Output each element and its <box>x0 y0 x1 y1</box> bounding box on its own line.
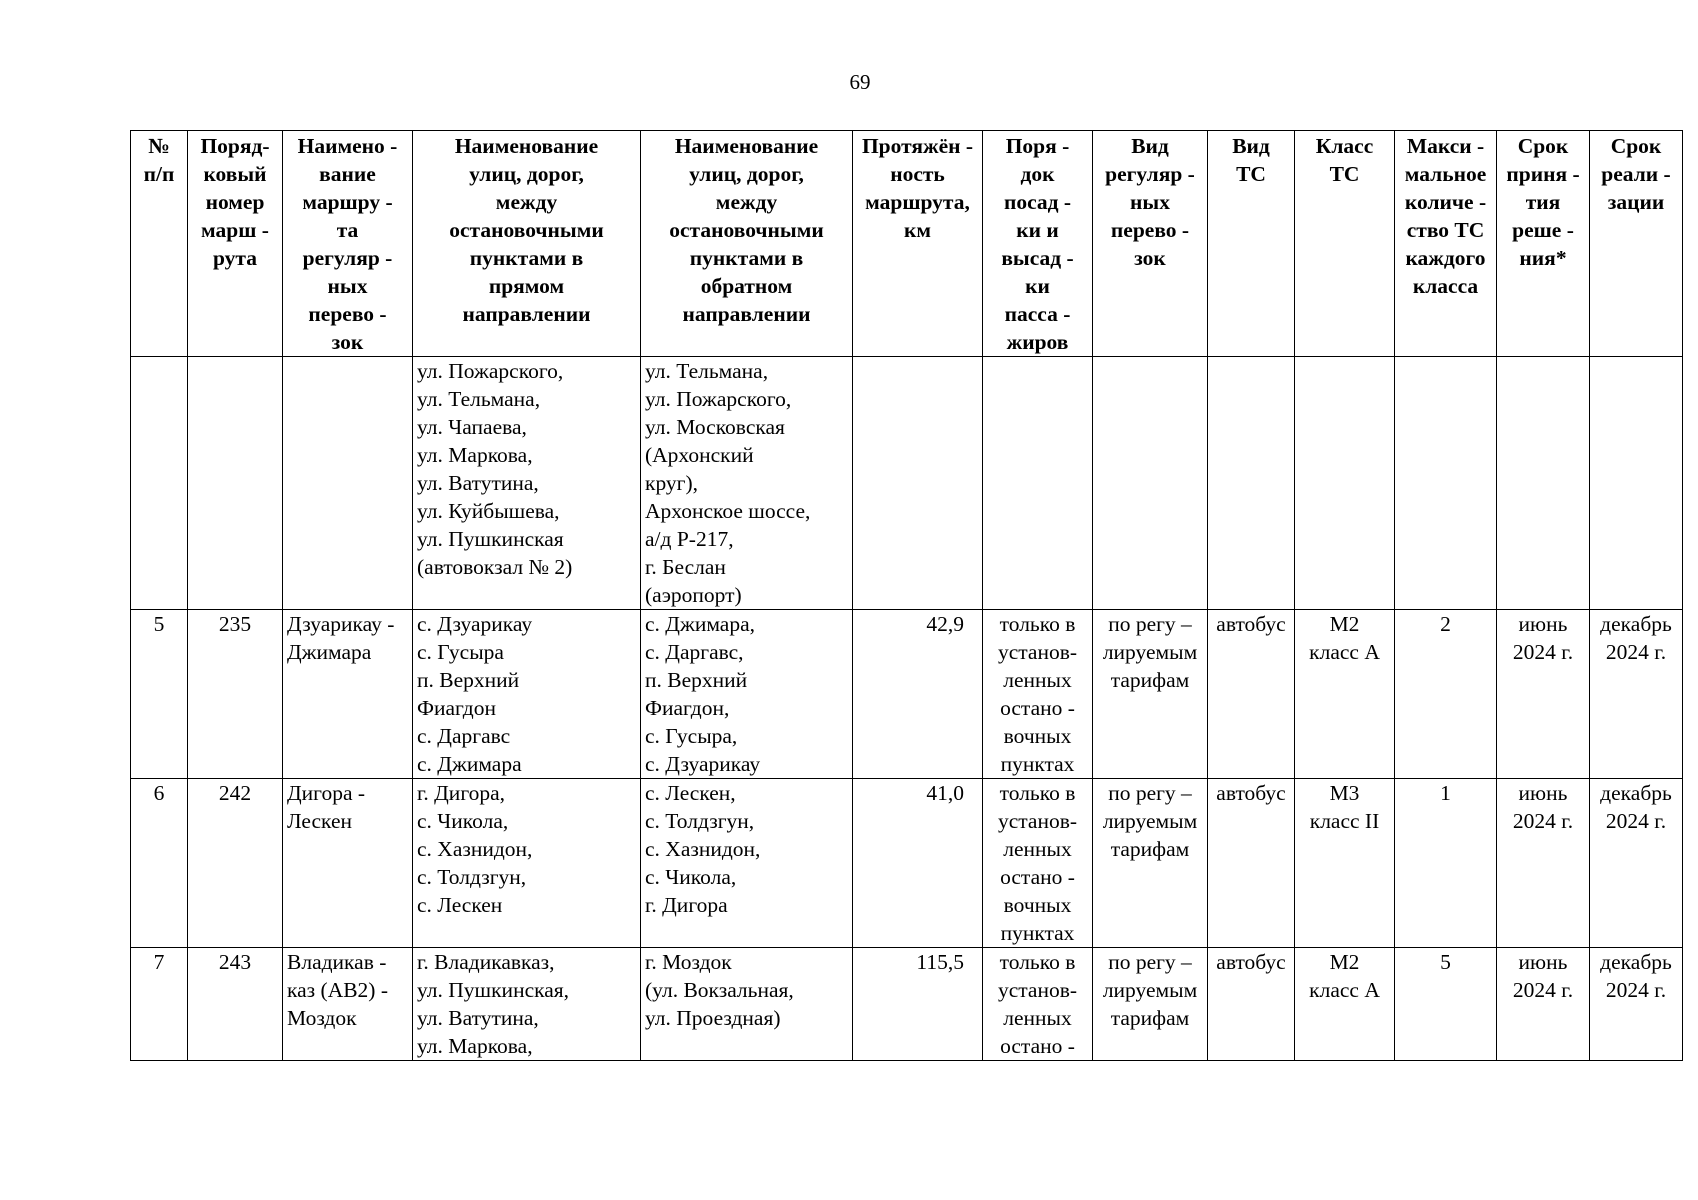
implementation-date-cell: декабрь 2024 г. <box>1590 610 1683 779</box>
forward-streets-cell: г. Владикавказ, ул. Пушкинская, ул. Ватутина, ул. Маркова, <box>413 948 641 1061</box>
implementation-date-cell: декабрь 2024 г. <box>1590 779 1683 948</box>
table-cell <box>1497 357 1590 610</box>
implementation-date-cell: декабрь 2024 г. <box>1590 948 1683 1061</box>
reverse-streets-cell: с. Джимара, с. Даргавс, п. Верхний Фиагдон, с. Гусыра, с. Дзуарикау <box>641 610 853 779</box>
decision-date-cell: июнь 2024 г. <box>1497 610 1590 779</box>
table-cell <box>1208 357 1295 610</box>
length-cell: 42,9 <box>853 610 983 779</box>
vehicle-type-cell: автобус <box>1208 948 1295 1061</box>
route-name-cell: Дзуарикау - Джимара <box>283 610 413 779</box>
vehicle-class-cell: М2 класс А <box>1295 948 1395 1061</box>
table-cell <box>283 357 413 610</box>
header-cell-forward-streets: Наименование улиц, дорог, между остановочными пунктами в прямом направлении <box>413 131 641 357</box>
index-cell: 5 <box>131 610 188 779</box>
table-cell <box>1093 357 1208 610</box>
table-cell <box>1295 357 1395 610</box>
header-cell-index: № п/п <box>131 131 188 357</box>
route-name-cell: Дигора - Лескен <box>283 779 413 948</box>
vehicle-type-cell: автобус <box>1208 779 1295 948</box>
header-cell-max-count: Макси - мальное количе - ство ТС каждого класса <box>1395 131 1497 357</box>
table-row-continuation <box>131 357 1683 610</box>
reverse-streets-cell: г. Моздок (ул. Вокзальная, ул. Проездная) <box>641 948 853 1061</box>
table-cell <box>1590 357 1683 610</box>
route-number-cell: 242 <box>188 779 283 948</box>
header-cell-implementation-date: Срок реали - зации <box>1590 131 1683 357</box>
table-cell <box>853 357 983 610</box>
header-cell-decision-date: Срок приня - тия реше - ния* <box>1497 131 1590 357</box>
header-cell-length: Протяжён - ность маршрута, км <box>853 131 983 357</box>
max-count-cell: 5 <box>1395 948 1497 1061</box>
table-cell <box>188 357 283 610</box>
length-cell: 41,0 <box>853 779 983 948</box>
max-count-cell: 1 <box>1395 779 1497 948</box>
boarding-cell: только в установ- ленных остано - <box>983 948 1093 1061</box>
table-row <box>131 610 1683 779</box>
boarding-cell: только в установ- ленных остано - вочных пунктах <box>983 779 1093 948</box>
length-cell: 115,5 <box>853 948 983 1061</box>
header-cell-route-name: Наимено - вание маршру - та регуляр - ных перево - зок <box>283 131 413 357</box>
decision-date-cell: июнь 2024 г. <box>1497 948 1590 1061</box>
header-cell-route-number: Поряд- ковый номер марш - рута <box>188 131 283 357</box>
route-name-cell: Владикав - каз (АВ2) - Моздок <box>283 948 413 1061</box>
vehicle-class-cell: М2 класс А <box>1295 610 1395 779</box>
forward-streets-cell: с. Дзуарикау с. Гусыра п. Верхний Фиагдон с. Даргавс с. Джимара <box>413 610 641 779</box>
header-row <box>131 131 1683 357</box>
vehicle-class-cell: М3 класс II <box>1295 779 1395 948</box>
vehicle-type-cell: автобус <box>1208 610 1295 779</box>
page-number: 69 <box>849 70 871 94</box>
transport-type-cell: по регу – лируемым тарифам <box>1093 610 1208 779</box>
index-cell: 6 <box>131 779 188 948</box>
header-cell-vehicle-type: Вид ТС <box>1208 131 1295 357</box>
reverse-streets-cell: ул. Тельмана, ул. Пожарского, ул. Московская (Архонский круг), Архонское шоссе, а/д Р-217, г. Беслан (аэропорт) <box>641 357 853 610</box>
transport-type-cell: по регу – лируемым тарифам <box>1093 779 1208 948</box>
forward-streets-cell: г. Дигора, с. Чикола, с. Хазнидон, с. Толдзгун, с. Лескен <box>413 779 641 948</box>
table-row <box>131 948 1683 1061</box>
forward-streets-cell: ул. Пожарского, ул. Тельмана, ул. Чапаева, ул. Маркова, ул. Ватутина, ул. Куйбышева, ул. Пушкинская (автовокзал № 2) <box>413 357 641 610</box>
header-cell-vehicle-class: Класс ТС <box>1295 131 1395 357</box>
table-cell <box>983 357 1093 610</box>
routes-table <box>130 130 1683 1061</box>
route-number-cell: 243 <box>188 948 283 1061</box>
route-number-cell: 235 <box>188 610 283 779</box>
decision-date-cell: июнь 2024 г. <box>1497 779 1590 948</box>
table-cell <box>1395 357 1497 610</box>
table-row <box>131 779 1683 948</box>
header-cell-boarding: Поря - док посад - ки и высад - ки пасса - жиров <box>983 131 1093 357</box>
table-cell <box>131 357 188 610</box>
header-cell-reverse-streets: Наименование улиц, дорог, между остановочными пунктами в обратном направлении <box>641 131 853 357</box>
max-count-cell: 2 <box>1395 610 1497 779</box>
boarding-cell: только в установ- ленных остано - вочных пунктах <box>983 610 1093 779</box>
index-cell: 7 <box>131 948 188 1061</box>
transport-type-cell: по регу – лируемым тарифам <box>1093 948 1208 1061</box>
reverse-streets-cell: с. Лескен, с. Толдзгун, с. Хазнидон, с. Чикола, г. Дигора <box>641 779 853 948</box>
header-cell-transport-type: Вид регуляр - ных перево - зок <box>1093 131 1208 357</box>
